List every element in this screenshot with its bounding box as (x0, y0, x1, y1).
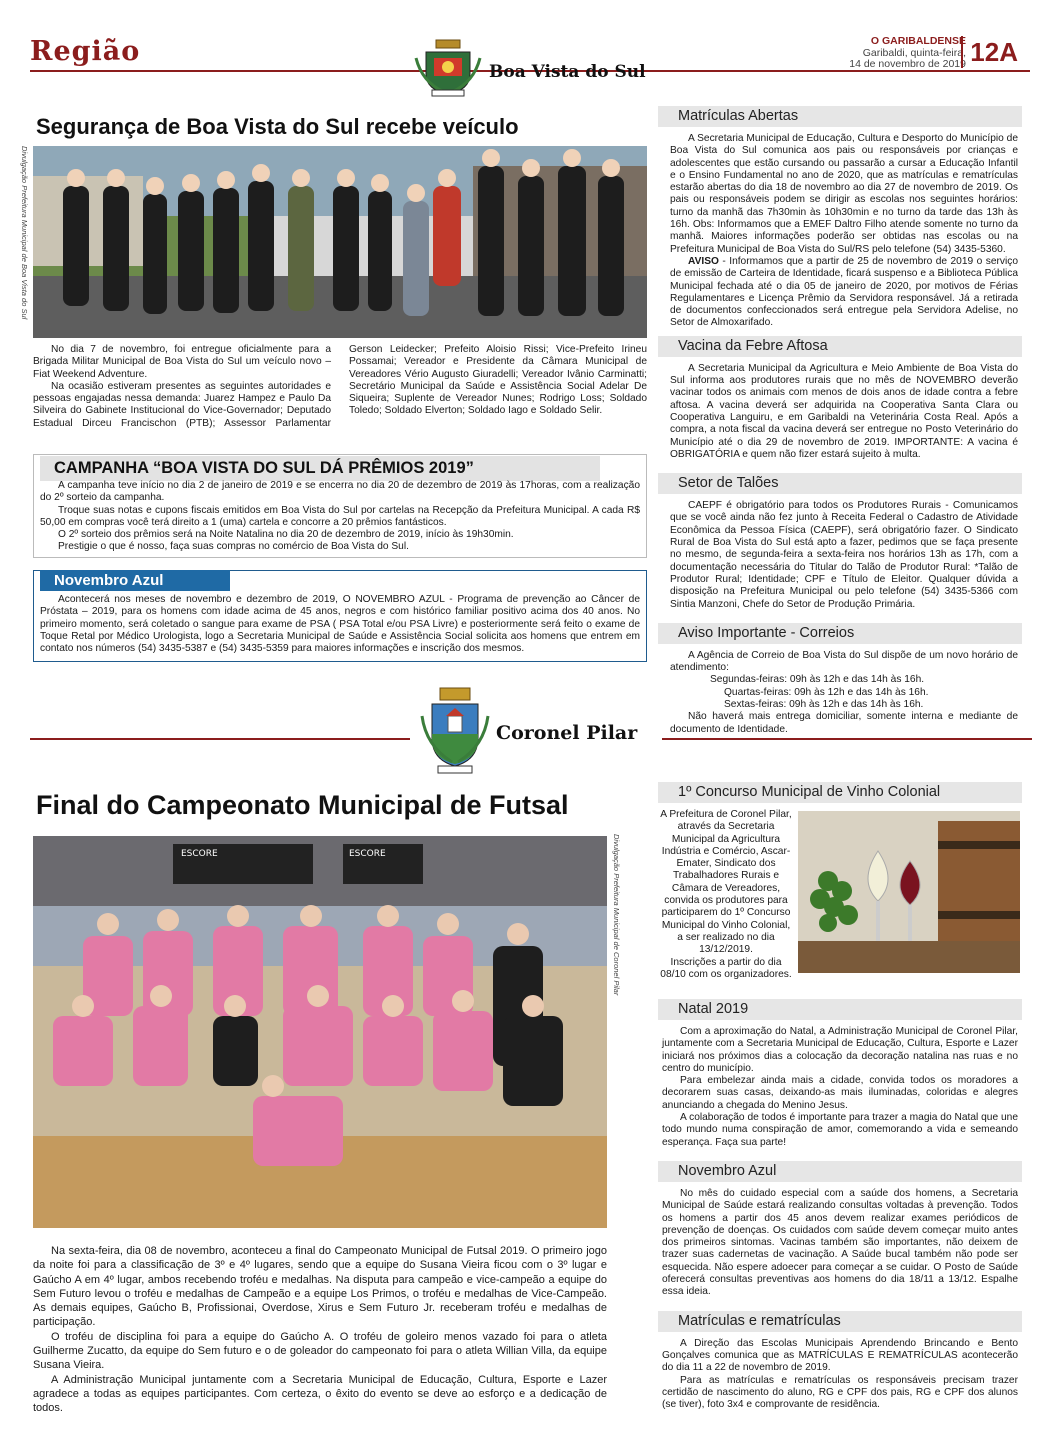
novembro-azul-text (40, 594, 640, 655)
coronel-headline: Final do Campeonato Municipal de Futsal (36, 790, 569, 820)
paper-name: O GARIBALDENSE (870, 35, 966, 47)
coronel-novembro-title: Novembro Azul (658, 1161, 1022, 1182)
boavista-photo (33, 146, 647, 338)
wine-image (798, 811, 1020, 973)
paper-date-line2: 14 de novembro de 2019 (849, 58, 966, 70)
coronel-photo-credit: Divulgação Prefeitura Municipal de Coronel Pilar (612, 834, 621, 996)
taloes-title: Setor de Talões (658, 473, 1022, 494)
vinho-title: 1º Concurso Municipal de Vinho Colonial (658, 782, 1022, 803)
novembro-azul-p: Acontecerá nos meses de novembro e dezembro de 2019, O NOVEMBRO AZUL - Programa de prevenção ao Câncer de Próstata – 2019, para os homens com idade acima de 45 anos, negros e com histórico familiar positivo acima dos 40 anos. No primeiro momento, será coletado o sangue para exame de PSA ( PSA Total e/ou PSA Livre) e posteriormente será feito o exame de Toque Retal por Médico Urologista, logo a Secretaria Municipal de Saúde e Assistência Social solicita aos homens que entrem em contato nos números (54) 3435-5387 e (54) 3435-5359 para maiores informações e inscrição dos mesmos. (40, 594, 640, 655)
campanha-p1: A campanha teve início no dia 2 de janeiro de 2019 e se encerra no dia 20 de dezembro de 2019 às 17horas, com a realização do 2º sorteio da campanha. (40, 480, 640, 504)
coronel-matriculas-p2: Para as matrículas e rematrículas os responsáveis precisam trazer certidão de nascimento do aluno, RG e CPF dos pais, RG e CPF dos alunos (se tiver), foto 3x4 e comprovante de residência. (662, 1374, 1018, 1411)
matriculas-title: Matrículas Abertas (658, 106, 1022, 127)
matriculas-p1: A Secretaria Municipal de Educação, Cultura e Desporto do Município de Boa Vista do Sul comunica aos pais ou responsáveis por crianças e adolescentes que estão cursando ou passarão a cursar a Educação Infantil e o Ensino Fundamental no ano de 2020, que as matrículas e rematrículas estarão abertas do dia 18 de novembro ao dia 27 de novembro de 2019. Os pais ou responsáveis podem se dirigir as escolas nos seguintes horários: turno da manhã das 7h30min às 10h30min e no turno da tarde das 13h às 16h. Obs: Informamos que a EMEF Daltro Filho atende somente no turno da manhã. Maiores informações poderão ser obtidas nas escolas ou na Prefeitura Municipal de Boa Vista do Sul/RS pelo telefone (54) 3435-5360. (670, 133, 1018, 255)
coronel-rule-right (662, 738, 1032, 740)
coronel-article (33, 1244, 607, 1416)
paper-info (849, 36, 966, 71)
coronel-article-p3: A Administração Municipal juntamente com a Secretaria Municipal de Educação, Cultura, Esporte e Lazer agradece a todas as equipes participantes. Com certeza, o êxito do evento se deve ao esforço e a dedicação de todos. (33, 1373, 607, 1415)
coronel-photo (33, 836, 607, 1228)
scoreboard-left: ESCORE (181, 849, 218, 859)
boa-vista-crest-icon (412, 38, 484, 98)
campanha-text (40, 480, 640, 554)
scoreboard-right: ESCORE (349, 849, 386, 859)
correios-h2: Quartas-feiras: 09h às 12h e das 14h às 16h. (724, 686, 929, 698)
coronel-article-p1: Na sexta-feira, dia 08 de novembro, aconteceu a final do Campeonato Municipal de Futsal 2019. O primeiro jogo da noite foi para a classificação de 3º e 4º lugares, sendo que a equipe do Susana Vieira ficou com o 3º lugar e Gaúcho A em 4º lugar, ambos recebendo troféu e medalhas. Na disputa para campeão e vice-campeão a equipe do Sem Futuro levou o troféu e medalhas de Campeão e a equipe Los Primos, o troféu e medalhas de Vice-Campeão. As demais equipes, Gaúcho B, Profissionai, Overdose, Xirus e Sem Futuro Jr. receberam troféu e medalhas de participação. (33, 1245, 607, 1329)
natal-title: Natal 2019 (658, 999, 1022, 1020)
boavista-headline: Segurança de Boa Vista do Sul recebe veículo (36, 114, 519, 139)
campanha-p4: Prestigie o que é nosso, faça suas compras no comércio de Boa Vista do Sul. (58, 541, 409, 553)
town-name-boavista: Boa Vista do Sul (489, 62, 646, 82)
boavista-article-p1: No dia 7 de novembro, foi entregue oficialmente para a Brigada Militar Municipal de Boa Vista do Sul um veículo novo – Fiat Weekend Adventure. (33, 344, 331, 380)
coronel-crest-icon (418, 686, 492, 776)
taloes-p: CAEPF é obrigatório para todos os Produtores Rurais - Comunicamos que se você ainda não fez junto à Receita Federal o Cadastro de Atividade Econômica da Pessoa Física (CAEPF), será obrigatório fazer. O Sindicato Rural de Boa Vista do Sul está apto a fazer, pedimos que se faça presente no mesmo, de segunda-feira a sexta-feira nos horários 13h as 17h, com a documentação necessária do Titular do Talão de Produtor Rural: *Talão de Produtor Rural; Identidade; CPF e Título de Eleitor. Qualquer dúvida a disposição na Prefeitura Municipal ou pelo telefone (54) 3435-5366 com Sintia Manzoni, Chefe do Setor de Produção Primária. (670, 500, 1018, 610)
novembro-azul-title: Novembro Azul (40, 570, 230, 591)
vinho-p2: Inscrições a partir do dia 08/10 com os organizadores. (660, 956, 792, 980)
boavista-sidebar (658, 106, 1022, 736)
coronel-rule-left (30, 738, 410, 740)
page-number: 12A (961, 36, 1018, 68)
coronel-matriculas-title: Matrículas e rematrículas (658, 1311, 1022, 1332)
correios-h1: Segundas-feiras: 09h às 12h e das 14h às 16h. (710, 674, 925, 686)
aftosa-p: A Secretaria Municipal da Agricultura e Meio Ambiente de Boa Vista do Sul informa aos produtores rurais que no mês de NOVEMBRO deverão vacinar todos os animais com menos de dois anos de idade contra a febre aftosa. A vacina deverá ser adquirida na Cooperativa Santa Clara ou Cooperativa Languiru, e em Garibaldi na Veterinária Costa Real. Após a compra, a nota fiscal da vacina deverá ser entregue no Posto Veterinário do Município até o dia 29 de novembro de 2019. IMPORTANTE: A vacina é OBRIGATÓRIA e quem não fizer estará sujeito à multa. (670, 362, 1018, 460)
campanha-title: CAMPANHA “BOA VISTA DO SUL DÁ PRÊMIOS 2019” (40, 456, 600, 481)
correios-p1: A Agência de Correio de Boa Vista do Sul dispõe de um novo horário de atendimento: (670, 649, 1018, 674)
boavista-article (33, 344, 647, 440)
correios-p2: Não haverá mais entrega domiciliar, somente interna e mediante de documento de Identidade. (670, 711, 1018, 735)
natal-p2: Para embelezar ainda mais a cidade, convida todos os moradores a decorarem suas casas, deixando-as mais iluminadas, coloridas e alegres anunciando a chegada do Menino Jesus. (662, 1075, 1018, 1111)
correios-h3: Sextas-feiras: 09h às 12h e das 14h às 16h. (724, 698, 924, 710)
aftosa-title: Vacina da Febre Aftosa (658, 336, 1022, 357)
matriculas-p2 (670, 256, 1018, 330)
campanha-p3: O 2º sorteio dos prêmios será na Noite Natalina no dia 20 de dezembro de 2019, início às 19h30min. (58, 529, 514, 541)
town-name-coronel: Coronel Pilar (496, 722, 638, 744)
natal-p3: A colaboração de todos é importante para trazer a magia do Natal que une todo mundo numa conspiração de amor, comemorando a vida e semeando esperança. Faça sua parte! (662, 1112, 1018, 1148)
campanha-p2: Troque suas notas e cupons fiscais emitidos em Boa Vista do Sul por cartelas na Recepção da Prefeitura Municipal. A cada R$ 50,00 em compras você terá direito a 1 (uma) cartela e concorre a 20 prêmios fantásticos. (40, 504, 640, 528)
vinho-p: A Prefeitura de Coronel Pilar, através da Secretaria Municipal da Agricultura Indústria e Comércio, Ascar-Emater, Sindicato dos Trabalhadores Rurais e Câmara de Vereadores, convida os produtores para participarem do 1º Concurso Municipal do Vinho Colonial, a ser realizado no dia 13/12/2019. (660, 809, 792, 956)
correios-title: Aviso Importante - Correios (658, 623, 1022, 644)
paper-date-line1: Garibaldi, quinta-feira, (862, 46, 966, 59)
aviso-text: - Informamos que a partir de 25 de novembro de 2019 o serviço de emissão de Carteira de Identidade, ficará suspenso e a Biblioteca Pública Municipal fechada até o dia 05 de janeiro de 2020, por motivos de Férias Regulamentares e Licença Prêmio da Servidora responsável. Já a retirada de documentos confeccionados será entregue pela Servidora Adelise, no Setor de Almoxarifado. (670, 255, 1018, 329)
natal-p1: Com a aproximação do Natal, a Administração Municipal de Coronel Pilar, juntamente com a Secretaria Municipal de Educação, Cultura, Esporte e Lazer iniciará nos próximos dias a colocação da decoração natalina nas ruas e no centro do município. (662, 1026, 1018, 1074)
coronel-sidebar (658, 782, 1022, 1411)
boavista-photo-credit: Divulgação Prefeitura Municipal de Boa Vista do Sul (20, 146, 29, 320)
coronel-matriculas-p1: A Direção das Escolas Municipais Aprendendo Brincando e Bento Gonçalves comunica que as MATRÍCULAS E REMATRÍCULAS acontecerão do dia 11 a 22 de novembro de 2019. (662, 1337, 1018, 1374)
coronel-article-p2: O troféu de disciplina foi para a equipe do Gaúcho A. O troféu de goleiro menos vazado foi para o atleta Guilherme Zucatto, da equipe do Sem futuro e o de goleador do campeonato foi para o atleta Willian Villa, da equipe Susana Vieira. (33, 1330, 607, 1372)
section-label: Região (30, 36, 141, 67)
boavista-article-p2: Na ocasião estiveram presentes as seguintes autoridades e pessoas engajadas nessa demanda: Juarez Hampez e Paulo Da Silveira do Gabinete Institucional do Vice-Governador; Deputado Estadual Dirceu Francischon (PTB); Assessor Parlamentar Gerson Leidecker; Prefeito Aloisio Rissi; Vice-Prefeito Irineu Possamai; Vereador e Presidente da Câmara Municipal de Vereadores Vério Augusto Giuradelli; Vereador Ivânio Carminatti; Secretário Municipal da Saúde e Assistência Social Adelar De Siqueira; Suplente de Vereador Nunes; Rodrigo Loss; Soldado Toledo; Soldado Elverton; Soldado Iago e Soldado Selir. (33, 344, 647, 429)
coronel-novembro-p: No mês do cuidado especial com a saúde dos homens, a Secretaria Municipal de Saúde estará realizando consultas voltadas à prevenção. Todos os homens a partir dos 45 anos devem realizar exames periódicos de prevenção de doenças. Os cuidados com saúde devem começar muito antes dos primeiros sintomas. Vacinas também são importantes, não deixem de trazer suas cadernetas de vacinação. A Saúde bucal também não pode ser esquecida. Não espere adoecer para começar a se cuidar. O Posto de Saúde oferecerá consultas preventivas aos homens do dia 18/11 a 13/12. Espalhe essa ideia. (662, 1187, 1018, 1298)
aviso-label: AVISO (688, 255, 719, 267)
